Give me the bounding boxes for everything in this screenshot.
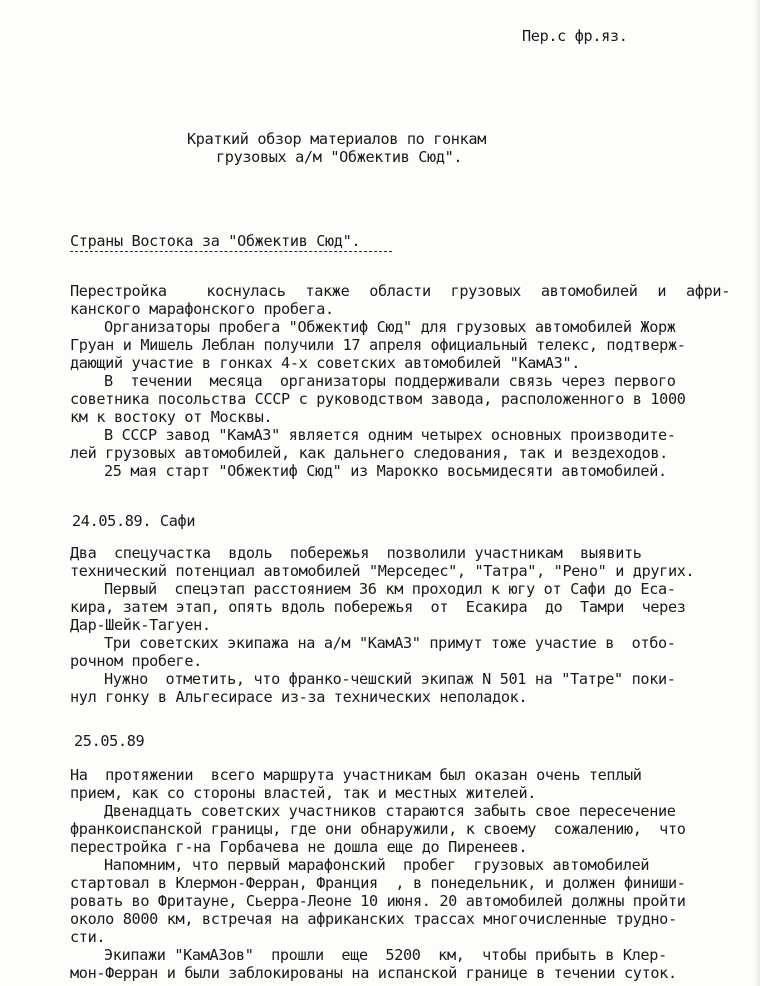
entry-2-line-5: перестройка г-на Горбачева не дошла еще до Пиренеев. (70, 838, 528, 856)
title-line-2: грузовых а/м "Обжектив Сюд". (216, 148, 463, 166)
intro-line-2: канского марафонского пробега. (70, 300, 334, 318)
intro-line-5: дающий участие в гонках 4-х советских автомобилей "КамАЗ". (70, 354, 581, 372)
intro-line-7: советника посольства СССР с руководством завода, расположенного в 1000 (70, 390, 686, 408)
entry-1-line-1: Два спецучастка вдоль побережья позволили участникам выявить (70, 544, 642, 562)
entry-1-line-6: Три советских экипажа на а/м "КамАЗ" примут тоже участие в отбо- (104, 634, 676, 652)
entry-2-line-6: Напомним, что первый марафонский пробег грузовых автомобилей (104, 856, 650, 874)
entry-2-line-12: мон-Ферран и были заблокированы на испанской границе в течении суток. (70, 964, 677, 982)
entry-1-date: 24.05.89. Сафи (72, 512, 196, 530)
entry-1-line-9: нул гонку в Альгесирасе из-за технических неполадок. (70, 688, 528, 706)
title-line-1: Краткий обзор материалов по гонкам (187, 130, 486, 148)
entry-2-line-10: сти. (70, 928, 106, 946)
intro-line-1: Перестройка коснулась также области грузовых автомобилей и афри- (70, 282, 730, 300)
intro-line-8: км к востоку от Москвы. (70, 408, 273, 426)
entry-2-line-9: около 8000 км, встречая на африканских трассах многочисленные трудно- (70, 910, 677, 928)
intro-line-11: 25 мая старт "Обжектиф Сюд" из Марокко восьмидесяти автомобилей. (104, 462, 667, 480)
entry-1-line-8: Нужно отметить, что франко-чешский экипаж N 501 на "Татре" поки- (104, 670, 676, 688)
entry-1-line-2: технический потенциал автомобилей "Мерседес", "Татра", "Рено" и других. (70, 562, 695, 580)
intro-line-3: Организаторы пробега "Обжектиф Сюд" для грузовых автомобилей Жорж (104, 318, 676, 336)
page-edge-shadow (754, 0, 760, 986)
entry-2-line-2: прием, как со стороны властей, так и местных жителей. (70, 784, 537, 802)
entry-2-line-1: На протяжении всего маршрута участникам был оказан очень теплый (70, 766, 642, 784)
entry-1-line-5: Дар-Шейк-Тагуен. (70, 616, 211, 634)
section-heading-underline (70, 251, 392, 252)
section-heading: Страны Востока за "Обжектив Сюд". (70, 232, 361, 250)
entry-1-line-3: Первый спецэтап расстоянием 36 км проходил к югу от Сафи до Еса- (104, 580, 676, 598)
entry-2-line-7: стартовал в Клермон-Ферран, Франция , в понедельник, и должен финиши- (70, 874, 686, 892)
intro-line-4: Груан и Мишель Леблан получили 17 апреля официальный телекс, подтверж- (70, 336, 686, 354)
entry-2-line-3: Двенадцать советских участников стараются забыть свое пересечение (104, 802, 676, 820)
intro-line-6: В течении месяца организаторы поддерживали связь через первого (104, 372, 676, 390)
translation-note: Пер.с фр.яз. (522, 27, 628, 45)
entry-1-line-7: рочном пробеге. (70, 652, 202, 670)
entry-1-line-4: кира, затем этап, опять вдоль побережья от Есакира до Тамри через (70, 598, 686, 616)
intro-line-9: В СССР завод "КамАЗ" является одним четырех основных производите- (104, 426, 676, 444)
entry-2-line-11: Экипажи "КамАЗов" прошли еще 5200 км, чтобы прибыть в Клер- (104, 946, 667, 964)
entry-2-line-8: ровать во Фритауне, Сьерра-Леоне 10 июня. 20 автомобилей должны пройти (70, 892, 686, 910)
intro-line-10: лей грузовых автомобилей, как дальнего следования, так и вездеходов. (70, 444, 668, 462)
entry-2-date: 25.05.89 (74, 732, 145, 750)
entry-2-line-4: франкоиспанской границы, где они обнаружили, к своему сожалению, что (70, 820, 686, 838)
